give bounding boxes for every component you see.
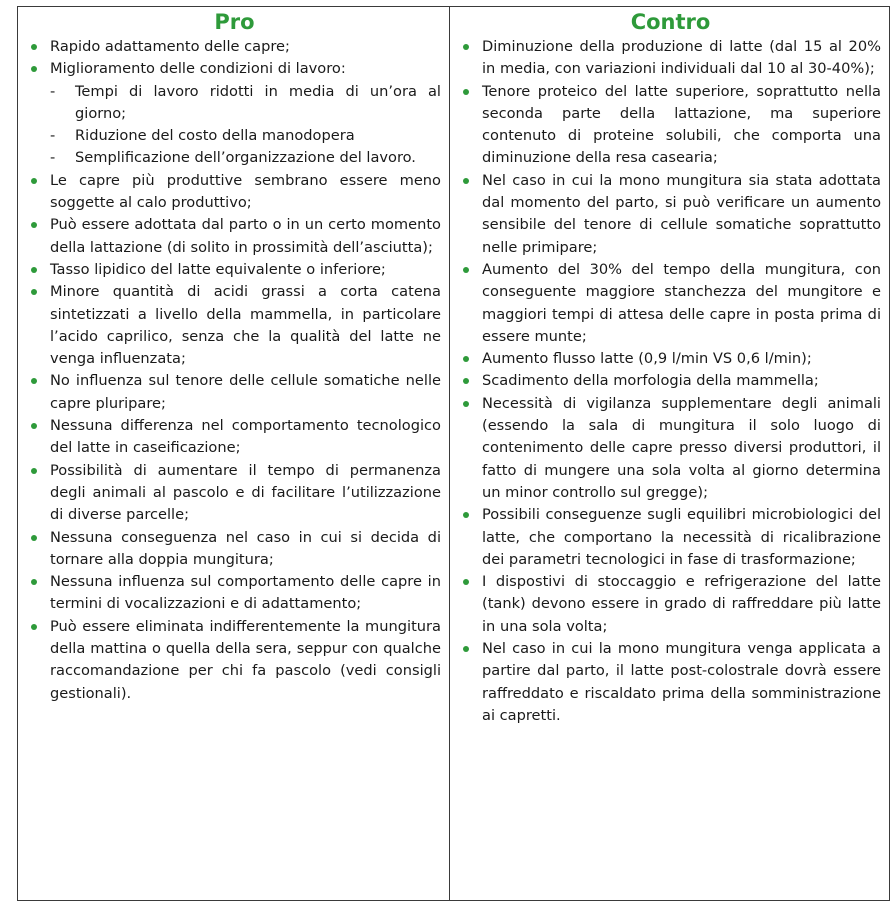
sub-list <box>50 81 441 170</box>
list-item-text: Può essere adottata dal parto o in un certo momento della lattazione (di solito in prossimità dell’asciutta); <box>50 216 441 256</box>
list-item-text: Possibilità di aumentare il tempo di permanenza degli animali al pascolo e di facilitare l’utilizzazione di diverse parcelle; <box>50 461 441 524</box>
list-item-text: Nessuna differenza nel comportamento tecnologico del latte in caseificazione; <box>50 417 441 457</box>
list-item-text: Nessuna conseguenza nel caso in cui si decida di tornare alla doppia mungitura; <box>50 528 441 568</box>
list-item-text: I dispostivi di stoccaggio e refrigerazione del latte (tank) devono essere in grado di raffreddare più latte in una sola volta; <box>482 573 881 635</box>
list-item-text: Tasso lipidico del latte equivalente o inferiore; <box>50 260 386 278</box>
list-item <box>460 504 881 571</box>
list-item <box>28 415 441 460</box>
list-item <box>28 370 441 415</box>
list-item-text: Nel caso in cui la mono mungitura venga applicata a partire dal parto, il latte post-colostrale dovrà essere raffreddato e riscaldato prima della somministrazione ai capretti. <box>482 640 881 724</box>
contro-list <box>460 36 881 727</box>
list-item-text: Nel caso in cui la mono mungitura sia stata adottata dal momento del parto, si può verificare un aumento sensibile del tenore di cellule somatiche soprattutto nelle primipare; <box>482 171 881 256</box>
list-item-text: Tenore proteico del latte superiore, soprattutto nella seconda parte della lattazione, ma superiore contenuto di proteine solubili, che comporta una diminuzione della resa casearia; <box>482 82 881 167</box>
list-item-text: Necessità di vigilanza supplementare degli animali (essendo la sala di mungitura il solo luogo di contenimento delle capre presso diversi produttori, il fatto di mungere una sola volta al giorno determina un minor controllo sul gregge); <box>482 394 881 501</box>
list-item-text: Rapido adattamento delle capre; <box>50 38 290 55</box>
list-item <box>460 36 881 81</box>
list-item <box>28 616 441 705</box>
list-item-text: Aumento del 30% del tempo della mungitura, con conseguente maggiore stanchezza del mungitore e maggiori tempi di attesa delle capre in posta prima di essere munte; <box>482 260 881 345</box>
list-item <box>460 81 881 170</box>
list-item <box>460 638 881 727</box>
list-item <box>28 460 441 527</box>
sub-list-item: - Tempi di lavoro ridotti in media di un’ora al giorno; <box>50 81 441 126</box>
pro-heading: Pro <box>214 10 255 34</box>
list-item-text: Può essere eliminata indifferentemente la mungitura della mattina o quella della sera, seppur con qualche raccomandazione per chi fa pascolo (vedi consigli gestionali). <box>50 617 441 702</box>
pro-column <box>18 7 450 900</box>
list-item-text: No influenza sul tenore delle cellule somatiche nelle capre pluripare; <box>50 372 441 412</box>
contro-column <box>450 7 889 900</box>
list-item-text: Aumento flusso latte (0,9 l/min VS 0,6 l/min); <box>482 350 812 368</box>
list-item <box>28 58 441 169</box>
list-item-text: Le capre più produttive sembrano essere meno soggette al calo produttivo; <box>50 171 441 212</box>
pro-list <box>28 36 441 705</box>
contro-heading: Contro <box>630 10 711 34</box>
list-item <box>28 527 441 572</box>
list-item <box>460 170 881 259</box>
list-item <box>460 393 881 504</box>
sub-list-item: - Riduzione del costo della manodopera <box>50 125 441 147</box>
list-item <box>28 214 441 259</box>
list-item <box>460 370 881 392</box>
list-item <box>460 571 881 638</box>
pro-contro-table <box>17 6 890 901</box>
list-item <box>28 259 441 281</box>
list-item <box>460 348 881 370</box>
list-item-text: Scadimento della morfologia della mammella; <box>482 372 819 390</box>
list-item-text: Nessuna influenza sul comportamento delle capre in termini di vocalizzazioni e di adattamento; <box>50 573 441 613</box>
sub-list-item: - Semplificazione dell’organizzazione del lavoro. <box>50 147 441 169</box>
list-item <box>460 259 881 348</box>
list-item-text: Miglioramento delle condizioni di lavoro: <box>50 60 346 78</box>
list-item-text: Possibili conseguenze sugli equilibri microbiologici del latte, che comportano la necessità di ricalibrazione dei parametri tecnologici in fase di trasformazione; <box>482 506 881 568</box>
list-item-text: Diminuzione della produzione di latte (dal 15 al 20% in media, con variazioni individuali dal 10 al 30-40%); <box>482 38 881 78</box>
list-item-text: Minore quantità di acidi grassi a corta catena sintetizzati a livello della mammella, in particolare l’acido caprilico, senza che la qualità del latte ne venga influenzata; <box>50 283 441 368</box>
list-item <box>28 281 441 370</box>
list-item <box>28 170 441 215</box>
list-item <box>28 571 441 616</box>
list-item <box>28 36 441 58</box>
